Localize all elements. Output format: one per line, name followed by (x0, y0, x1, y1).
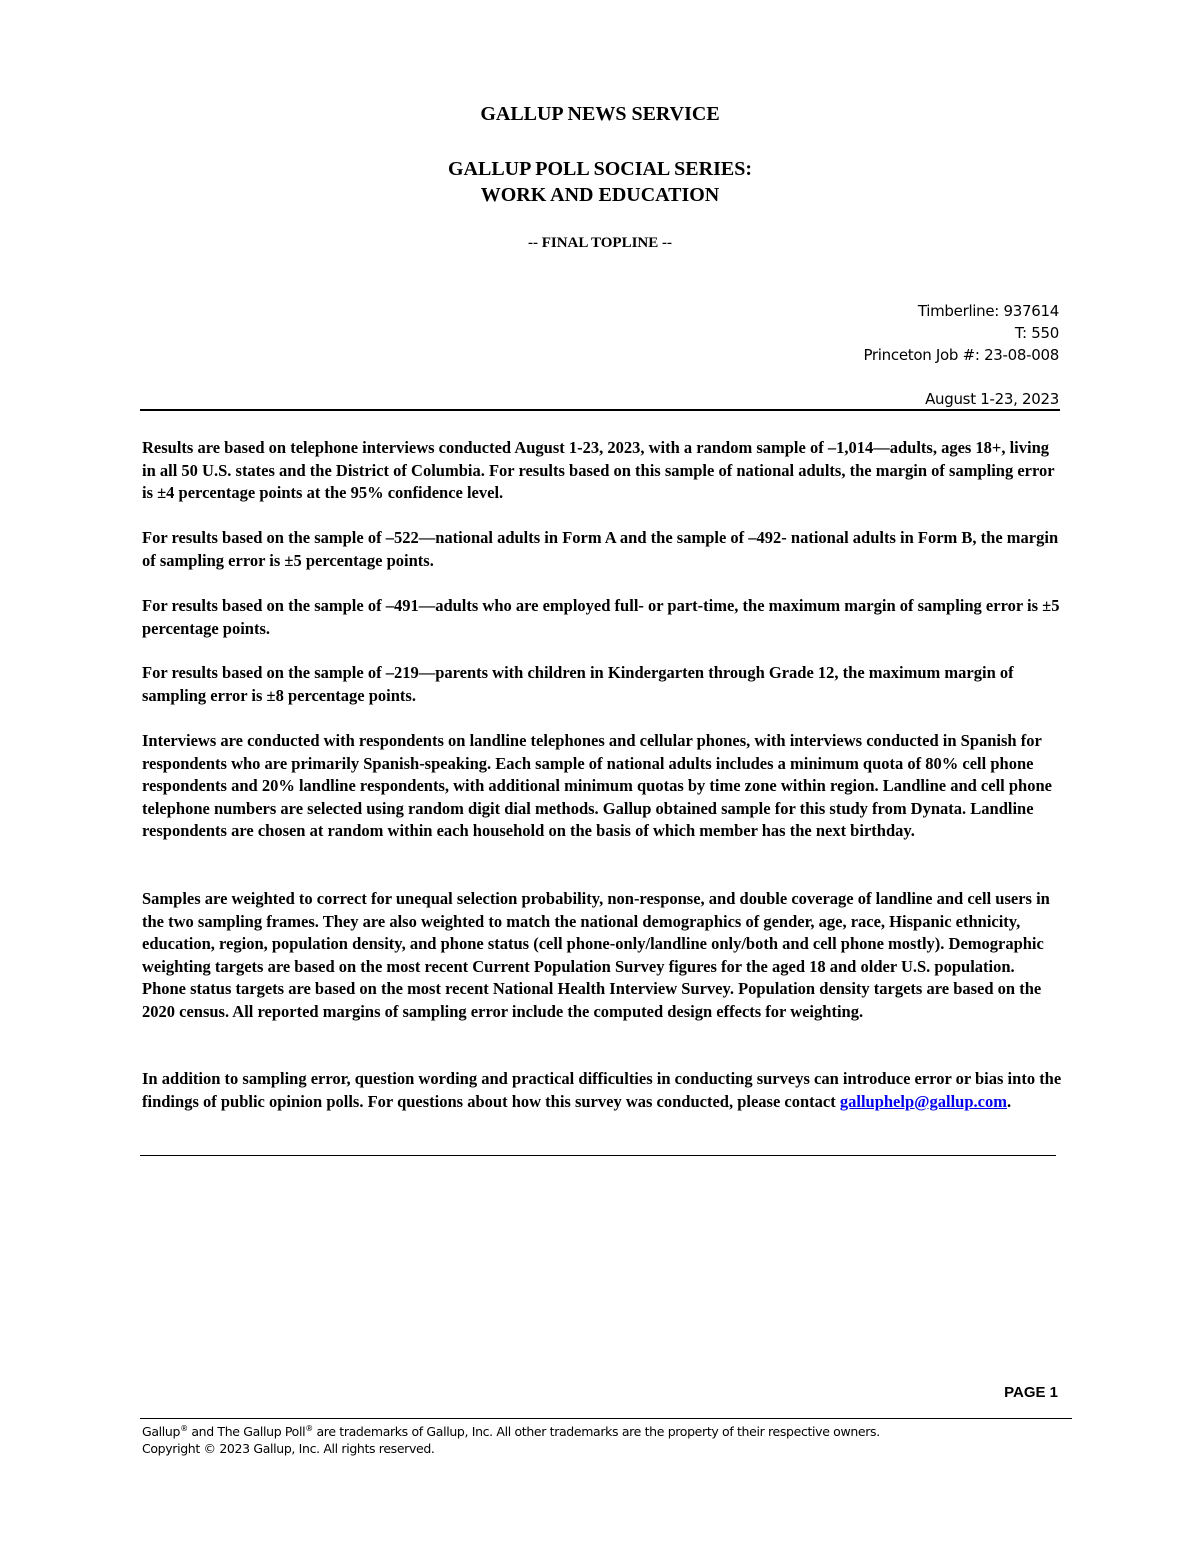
contact-email-link[interactable]: galluphelp@gallup.com (839, 1091, 1007, 1111)
methodology-paragraph-interviews: Interviews are conducted with respondents on landline telephones and cellular phones, with interviews conducted in Spanish for respondents who are primarily Spanish-speaking. Each sample of national adults includes a minimum quota of 80% cell phone respondents and 20% landline respondents, with additional minimum quotas by time zone within region. Landline and cell phone telephone numbers are selected using random digit dial methods. Gallup obtained sample for this study from Dynata. Landline respondents are chosen at random within each household on the basis of which member has the next birthday. (142, 731, 1052, 840)
page-number: PAGE 1 (1004, 1384, 1058, 1401)
contact-text: In addition to sampling error, question wording and practical difficulties in conducting surveys can introduce error or bias into the findings of public opinion polls. For questions about how this survey was conducted, please contact (142, 1069, 1062, 1111)
body-divider (140, 1155, 1056, 1156)
contact-text-end: . (1006, 1091, 1012, 1111)
methodology-paragraph-parents: For results based on the sample of –219—parents with children in Kindergarten through Grade 12, the maximum margin of sampling error is ±8 percentage points. (142, 663, 1014, 705)
trademark-notice: Gallup® and The Gallup Poll® are trademarks of Gallup, Inc. All other trademarks are the property of their respective owners. (142, 1423, 880, 1439)
registered-mark: ® (180, 1423, 188, 1433)
survey-dates: August 1-23, 2023 (925, 390, 1059, 408)
methodology-paragraph-contact (142, 1068, 1062, 1113)
registered-mark: ® (305, 1423, 313, 1433)
methodology-paragraph-sample: Results are based on telephone interviews conducted August 1-23, 2023, with a random sample of –1,014—adults, ages 18+, living in all 50 U.S. states and the District of Columbia. For results based on this sample of national adults, the margin of sampling error is ±4 percentage points at the 95% confidence level. (142, 438, 1055, 502)
header-divider (140, 409, 1060, 411)
t-code: T: 550 (1014, 324, 1059, 342)
series-title-line1: GALLUP POLL SOCIAL SERIES: (448, 158, 752, 180)
methodology-paragraph-forms: For results based on the sample of –522—national adults in Form A and the sample of –492- national adults in Form B, the margin of sampling error is ±5 percentage points. (142, 528, 1059, 570)
methodology-paragraph-employed: For results based on the sample of –491—adults who are employed full- or part-time, the maximum margin of sampling error is ±5 percentage points. (142, 596, 1060, 638)
timberline-number: Timberline: 937614 (917, 302, 1059, 320)
service-title: GALLUP NEWS SERVICE (480, 103, 720, 125)
final-topline-label: -- FINAL TOPLINE -- (527, 235, 673, 251)
princeton-job-number: Princeton Job #: 23-08-008 (863, 346, 1059, 364)
footer-divider (140, 1418, 1072, 1419)
copyright-notice: Copyright © 2023 Gallup, Inc. All rights reserved. (142, 1441, 435, 1456)
methodology-paragraph-weighting: Samples are weighted to correct for unequal selection probability, non-response, and double coverage of landline and cell users in the two sampling frames. They are also weighted to match the national demographics of gender, age, race, Hispanic ethnicity, education, region, population density, and phone status (cell phone-only/landline only/both and cell phone mostly). Demographic weighting targets are based on the most recent Current Population Survey figures for the aged 18 and older U.S. population. Phone status targets are based on the most recent National Health Interview Survey. Population density targets are based on the 2020 census. All reported margins of sampling error include the computed design effects for weighting. (142, 889, 1050, 1021)
series-title-line2: WORK AND EDUCATION (480, 184, 720, 206)
